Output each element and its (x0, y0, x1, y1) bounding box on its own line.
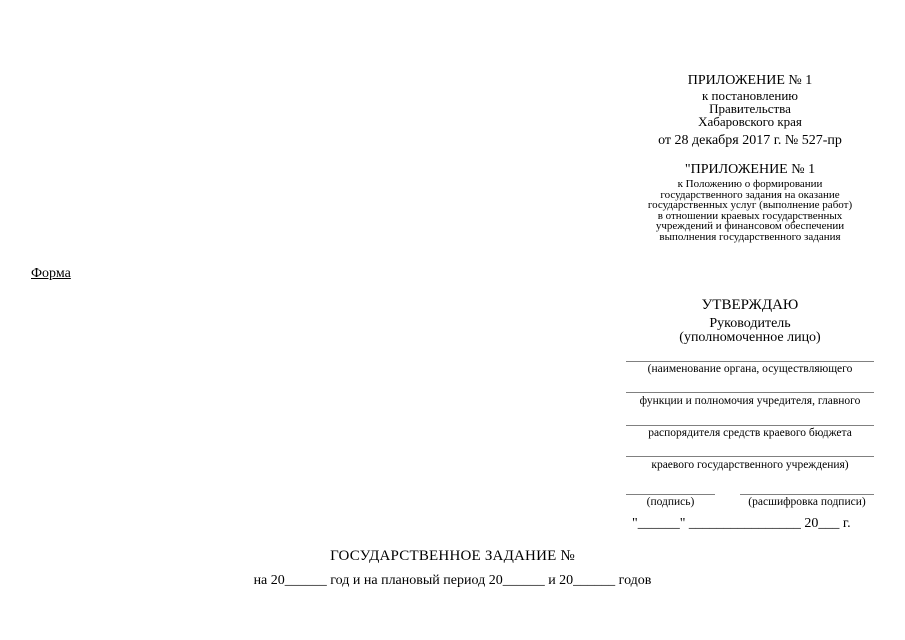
fill-line (626, 456, 874, 457)
appendix-1-line: Хабаровского края (698, 114, 802, 129)
appendix-2-line: учреждений и финансовом обеспечении (655, 220, 845, 232)
authority-caption: функции и полномочия учредителя, главного (639, 395, 861, 407)
form-label: Форма (31, 266, 71, 281)
approve-title: УТВЕРЖДАЮ (701, 297, 799, 313)
fill-line (626, 392, 874, 393)
fill-line (626, 361, 874, 362)
appendix-2-line: государственных услуг (выполнение работ) (647, 199, 853, 211)
fill-line (626, 425, 874, 426)
authority-caption: (наименование органа, осуществляющего (647, 363, 853, 375)
page-title: ГОСУДАРСТВЕННОЕ ЗАДАНИЕ № (330, 548, 575, 564)
decoding-caption: (расшифровка подписи) (748, 496, 866, 508)
decoding-line (740, 494, 874, 495)
appendix-1-title: ПРИЛОЖЕНИЕ № 1 (687, 73, 813, 88)
appendix-2-line: в отношении краевых государственных (657, 209, 843, 222)
appendix-2-title: "ПРИЛОЖЕНИЕ № 1 (684, 162, 816, 177)
appendix-1-date: от 28 декабря 2017 г. № 527-пр (658, 133, 842, 148)
appendix-2-line: выполнения государственного задания (659, 230, 841, 243)
approve-role-note: (уполномоченное лицо) (679, 330, 821, 345)
approve-date-line: "______" ________________ 20___ г. (632, 516, 851, 531)
approve-role: Руководитель (709, 316, 791, 331)
appendix-1-line: к постановлению (701, 88, 799, 103)
signature-caption: (подпись) (646, 496, 695, 508)
appendix-1-line: Правительства (709, 101, 791, 116)
approve-block (620, 296, 880, 345)
appendix-2-line: государственного задания на оказание (660, 188, 840, 201)
appendix-2-block (620, 162, 880, 242)
authority-caption: краевого государственного учреждения) (651, 459, 849, 471)
appendix-2-line: к Положению о формировании (677, 178, 823, 190)
period-line: на 20______ год и на плановый период 20______ и 20______ годов (253, 573, 652, 588)
appendix-1-block (620, 72, 880, 149)
authority-caption: распорядителя средств краевого бюджета (648, 427, 852, 439)
signature-line (626, 494, 715, 495)
